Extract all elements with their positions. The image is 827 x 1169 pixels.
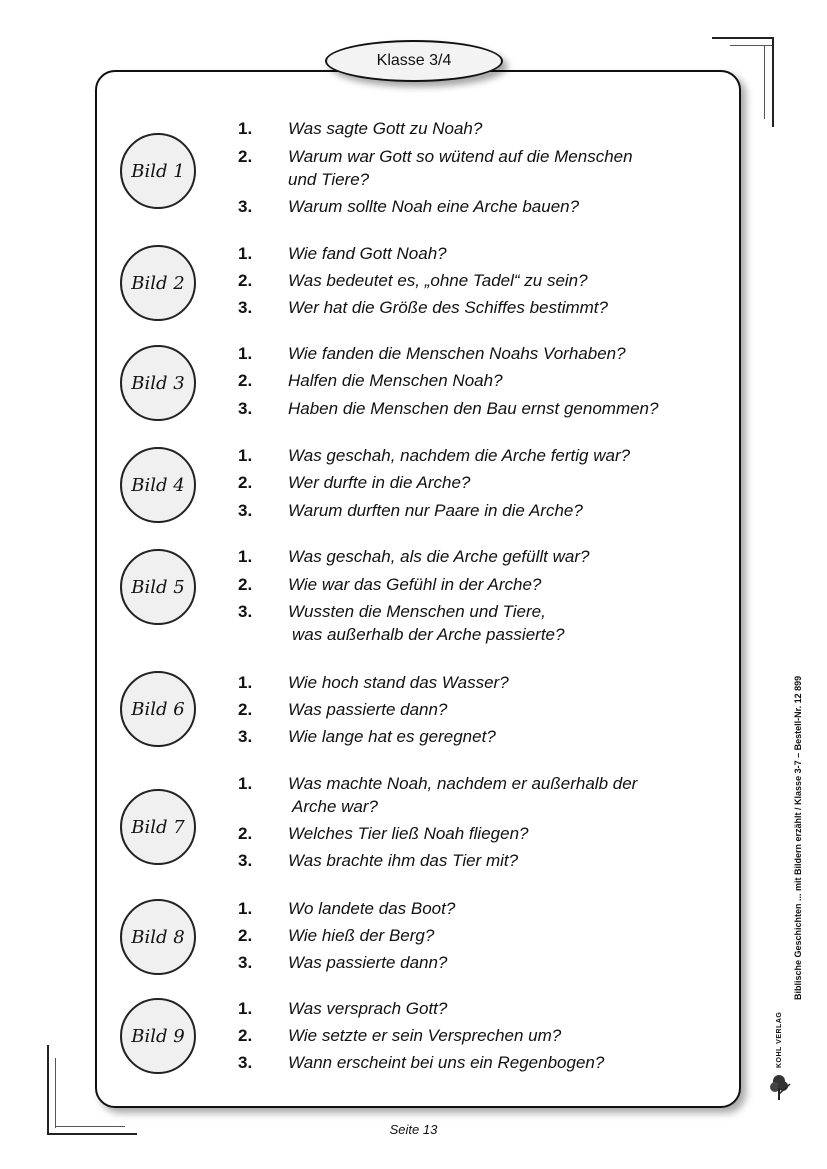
question-text: Was passierte dann? <box>288 700 448 719</box>
picture-label-circle: Bild 3 <box>120 345 196 421</box>
side-reference: Biblische Geschichten ... mit Bildern erzählt / Klasse 3-7 – Bestell-Nr. 12 899 <box>793 675 803 1000</box>
question-number: 2. <box>238 147 253 166</box>
question-number: 3. <box>238 851 253 870</box>
question-number: 2. <box>238 700 253 719</box>
question-number: 1. <box>238 244 253 263</box>
question-text: Wie setzte er sein Versprechen um? <box>288 1026 562 1045</box>
picture-label-circle: Bild 2 <box>120 245 196 321</box>
class-badge: Klasse 3/4 <box>325 40 503 82</box>
question-number: 3. <box>238 602 253 621</box>
question-text: Wann erscheint bei uns ein Regenbogen? <box>288 1053 605 1072</box>
question-number: 2. <box>238 271 253 290</box>
question-number: 1. <box>238 673 253 692</box>
question-number: 2. <box>238 926 253 945</box>
picture-label-circle: Bild 7 <box>120 789 196 865</box>
publisher-tree-logo-icon <box>770 1072 796 1102</box>
question-text: Halfen die Menschen Noah? <box>288 371 503 390</box>
question-text: Was machte Noah, nachdem er außerhalb der <box>288 774 638 793</box>
question-number: 3. <box>238 727 253 746</box>
question-number: 1. <box>238 344 253 363</box>
question-text: Was brachte ihm das Tier mit? <box>288 851 519 870</box>
question-number: 1. <box>238 899 253 918</box>
picture-label-circle: Bild 9 <box>120 998 196 1074</box>
picture-label-circle: Bild 8 <box>120 899 196 975</box>
question-text: Was geschah, als die Arche gefüllt war? <box>288 547 590 566</box>
corner-line <box>772 37 774 127</box>
question-text: Was geschah, nachdem die Arche fertig war? <box>288 446 631 465</box>
picture-label-circle: Bild 6 <box>120 671 196 747</box>
picture-label-circle: Bild 1 <box>120 133 196 209</box>
picture-label-circle: Bild 5 <box>120 549 196 625</box>
question-text: Welches Tier ließ Noah fliegen? <box>288 824 529 843</box>
picture-label-circle: Bild 4 <box>120 447 196 523</box>
corner-line <box>712 37 774 39</box>
corner-line <box>55 1058 56 1128</box>
question-number: 2. <box>238 473 253 492</box>
question-text: Was passierte dann? <box>288 953 448 972</box>
question-text-continued: und Tiere? <box>288 170 370 189</box>
question-text: Wie fand Gott Noah? <box>288 244 447 263</box>
question-text: Wie hoch stand das Wasser? <box>288 673 509 692</box>
question-number: 1. <box>238 999 253 1018</box>
question-number: 3. <box>238 1053 253 1072</box>
question-number: 1. <box>238 446 253 465</box>
question-text: Warum sollte Noah eine Arche bauen? <box>288 197 580 216</box>
page-number: Seite 13 <box>389 1122 438 1137</box>
question-number: 1. <box>238 119 253 138</box>
corner-line <box>730 45 774 46</box>
question-number: 1. <box>238 774 253 793</box>
question-text: Was sagte Gott zu Noah? <box>288 119 483 138</box>
question-number: 3. <box>238 501 253 520</box>
question-text: Was versprach Gott? <box>288 999 448 1018</box>
question-text: Wie fanden die Menschen Noahs Vorhaben? <box>288 344 626 363</box>
question-number: 1. <box>238 547 253 566</box>
question-number: 3. <box>238 399 253 418</box>
question-text: Wie hieß der Berg? <box>288 926 435 945</box>
question-number: 2. <box>238 575 253 594</box>
corner-line <box>764 45 765 119</box>
question-text: Wussten die Menschen und Tiere, <box>288 602 546 621</box>
question-text: Was bedeutet es, „ohne Tadel“ zu sein? <box>288 271 588 290</box>
question-text: Warum war Gott so wütend auf die Menschen <box>288 147 633 166</box>
question-text-continued: was außerhalb der Arche passierte? <box>292 625 565 644</box>
question-number: 3. <box>238 197 253 216</box>
question-text: Wer durfte in die Arche? <box>288 473 471 492</box>
question-text: Wie war das Gefühl in der Arche? <box>288 575 542 594</box>
question-text: Wie lange hat es geregnet? <box>288 727 496 746</box>
question-number: 2. <box>238 1026 253 1045</box>
question-text: Wer hat die Größe des Schiffes bestimmt? <box>288 298 608 317</box>
question-text: Wo landete das Boot? <box>288 899 456 918</box>
question-number: 3. <box>238 298 253 317</box>
question-number: 3. <box>238 953 253 972</box>
question-number: 2. <box>238 371 253 390</box>
question-number: 2. <box>238 824 253 843</box>
question-text: Haben die Menschen den Bau ernst genommen? <box>288 399 659 418</box>
question-text: Warum durften nur Paare in die Arche? <box>288 501 583 520</box>
question-text-continued: Arche war? <box>292 797 378 816</box>
publisher-name: KOHL VERLAG <box>776 1011 783 1068</box>
